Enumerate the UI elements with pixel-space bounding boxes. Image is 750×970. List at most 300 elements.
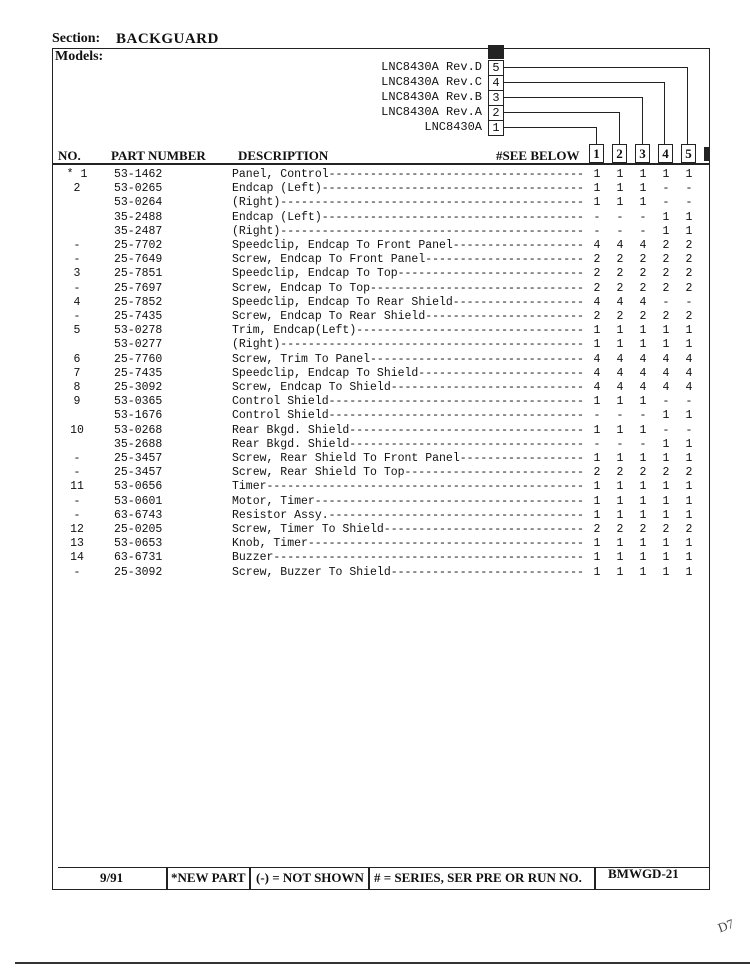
qty-col-5: 1 — [685, 168, 693, 181]
table-row — [0, 196, 750, 210]
dot-leader: -------------------------------------------- — [280, 224, 584, 238]
qty-col-5: 1 — [685, 224, 693, 238]
part-description: Trim, Endcap(Left) — [232, 324, 357, 338]
item-number: 12 — [70, 523, 84, 536]
qty-col-3: 1 — [639, 537, 647, 551]
table-row — [0, 409, 750, 423]
qty-col-3: 4 — [639, 239, 647, 252]
qty-col-1: 1 — [593, 565, 601, 579]
qty-col-1: 1 — [593, 480, 601, 494]
qty-col-4: 2 — [662, 310, 670, 323]
qty-col-3: 1 — [639, 565, 647, 579]
qty-col-2: - — [616, 409, 624, 423]
part-number: 25-7649 — [114, 253, 163, 267]
part-description: (Right) — [232, 196, 281, 210]
item-number: - — [73, 310, 81, 323]
table-row — [0, 509, 750, 523]
qty-col-3: - — [639, 210, 647, 224]
dot-leader: -------------------------- — [404, 466, 584, 480]
qty-col-3: 2 — [639, 267, 647, 281]
dot-leader: -------------------------------------- — [321, 182, 584, 196]
col-header-2: 2 — [612, 144, 627, 163]
qty-col-5: 1 — [685, 324, 693, 338]
dot-leader: -------------------------------------------- — [280, 338, 584, 352]
dot-leader: ------------------------------------- — [328, 409, 584, 423]
qty-col-1: 4 — [593, 239, 601, 252]
qty-col-2: 2 — [616, 310, 624, 323]
table-row — [0, 367, 750, 381]
table-row — [0, 566, 750, 580]
part-description: Screw, Endcap To Rear Shield — [232, 310, 426, 323]
qty-col-2: 1 — [616, 551, 624, 565]
model-name: LNC8430A Rev.C — [381, 75, 482, 89]
qty-col-5: 1 — [685, 210, 693, 224]
footer-series-note: # = SERIES, SER PRE OR RUN NO. — [374, 870, 582, 885]
dark-tab-mark — [488, 45, 504, 59]
qty-col-2: 4 — [616, 239, 624, 252]
qty-col-1: 4 — [593, 295, 601, 309]
qty-col-3: 1 — [639, 423, 647, 437]
qty-col-4: 1 — [662, 508, 670, 522]
qty-col-4: 1 — [662, 224, 670, 238]
qty-col-3: 1 — [639, 196, 647, 210]
item-number: - — [73, 565, 81, 579]
part-description: Endcap (Left) — [232, 182, 322, 196]
part-description: Endcap (Left) — [232, 210, 322, 224]
part-number: 53-0268 — [114, 423, 163, 437]
part-description: Screw, Trim To Panel — [232, 352, 371, 366]
part-number: 25-7852 — [114, 295, 163, 309]
page-bottom-line — [15, 962, 750, 964]
qty-col-4: 1 — [662, 338, 670, 352]
model-name: LNC8430A Rev.B — [381, 90, 482, 104]
qty-col-5: 4 — [685, 352, 693, 366]
table-row — [0, 381, 750, 395]
part-number: 25-7435 — [114, 310, 163, 323]
qty-col-2: 4 — [616, 295, 624, 309]
qty-col-3: 4 — [639, 366, 647, 380]
table-row — [0, 310, 750, 324]
item-number: - — [73, 281, 81, 295]
table-row — [0, 353, 750, 367]
qty-col-4: 1 — [662, 437, 670, 451]
footer-date: 9/91 — [100, 870, 124, 885]
part-description: Speedclip, Endcap To Rear Shield — [232, 295, 453, 309]
qty-col-2: 2 — [616, 267, 624, 281]
item-number: 10 — [70, 423, 84, 437]
item-number: * 1 — [66, 168, 88, 181]
qty-col-5: 1 — [685, 494, 693, 508]
col-header-4: 4 — [658, 144, 673, 163]
table-row — [0, 168, 750, 182]
part-number: 25-7851 — [114, 267, 163, 281]
qty-col-5: 2 — [685, 239, 693, 252]
part-description: (Right) — [232, 224, 281, 238]
table-row — [0, 395, 750, 409]
qty-col-1: - — [593, 224, 601, 238]
qty-col-1: 2 — [593, 267, 601, 281]
qty-col-5: 1 — [685, 537, 693, 551]
qty-col-3: 1 — [639, 494, 647, 508]
footer-page-code: BMWGD-21 — [608, 866, 679, 881]
item-number: 14 — [70, 551, 84, 565]
qty-col-4: 1 — [662, 324, 670, 338]
qty-col-5: 1 — [685, 565, 693, 579]
header-end-mark — [704, 147, 710, 161]
part-description: (Right) — [232, 338, 281, 352]
model-col-box: 5 — [488, 60, 504, 76]
qty-col-3: 1 — [639, 395, 647, 409]
part-description: Motor, Timer — [232, 494, 315, 508]
qty-col-4: - — [662, 295, 670, 309]
qty-col-2: 1 — [616, 565, 624, 579]
qty-col-4: 1 — [662, 168, 670, 181]
qty-col-2: 1 — [616, 168, 624, 181]
item-number: 7 — [73, 366, 81, 380]
table-row — [0, 182, 750, 196]
model-name: LNC8430A Rev.D — [381, 60, 482, 74]
qty-col-4: 1 — [662, 565, 670, 579]
qty-col-4: 1 — [662, 480, 670, 494]
table-row — [0, 551, 750, 565]
qty-col-1: 1 — [593, 537, 601, 551]
qty-col-4: 2 — [662, 523, 670, 536]
margin-note: D7 — [715, 915, 736, 936]
qty-col-5: 2 — [685, 466, 693, 480]
item-number: 9 — [73, 395, 81, 409]
part-number: 53-0277 — [114, 338, 163, 352]
qty-col-4: 2 — [662, 466, 670, 480]
qty-col-1: 2 — [593, 466, 601, 480]
part-description: Speedclip, Endcap To Front Panel — [232, 239, 453, 252]
part-number: 53-0278 — [114, 324, 163, 338]
footer-not-shown: (-) = NOT SHOWN — [256, 870, 364, 885]
qty-col-5: 2 — [685, 281, 693, 295]
qty-col-1: 4 — [593, 352, 601, 366]
qty-col-4: 1 — [662, 537, 670, 551]
part-number: 25-3457 — [114, 466, 163, 480]
item-number: - — [73, 466, 81, 480]
model-col-box: 1 — [488, 120, 504, 136]
model-name: LNC8430A — [424, 120, 482, 134]
qty-col-1: 2 — [593, 253, 601, 267]
qty-col-5: 1 — [685, 452, 693, 465]
qty-col-4: 2 — [662, 239, 670, 252]
qty-col-3: 1 — [639, 182, 647, 196]
part-number: 53-0265 — [114, 182, 163, 196]
qty-col-2: 1 — [616, 508, 624, 522]
qty-col-3: 1 — [639, 324, 647, 338]
item-number: 5 — [73, 324, 81, 338]
qty-col-2: 4 — [616, 352, 624, 366]
qty-col-2: 1 — [616, 182, 624, 196]
qty-col-2: 2 — [616, 466, 624, 480]
item-number: 4 — [73, 295, 81, 309]
model-col-box: 4 — [488, 75, 504, 91]
qty-col-3: 1 — [639, 480, 647, 494]
footer-new-part: *NEW PART — [171, 870, 246, 885]
part-number: 53-0601 — [114, 494, 163, 508]
qty-col-3: 4 — [639, 352, 647, 366]
table-row — [0, 253, 750, 267]
dot-leader: -------------------------------------- — [321, 210, 584, 224]
dot-leader: ------------------------------- — [370, 281, 584, 295]
part-number: 35-2487 — [114, 224, 163, 238]
part-number: 25-3092 — [114, 381, 163, 394]
part-number: 35-2688 — [114, 437, 163, 451]
qty-col-3: - — [639, 437, 647, 451]
qty-col-5: - — [685, 395, 693, 409]
qty-col-4: 1 — [662, 551, 670, 565]
qty-col-1: 1 — [593, 182, 601, 196]
qty-col-1: 4 — [593, 366, 601, 380]
qty-col-1: 1 — [593, 452, 601, 465]
dot-leader: ------------------------------------- — [328, 168, 584, 181]
qty-col-3: 4 — [639, 381, 647, 394]
qty-col-2: 1 — [616, 537, 624, 551]
part-number: 53-0264 — [114, 196, 163, 210]
qty-col-3: 2 — [639, 466, 647, 480]
part-number: 25-7697 — [114, 281, 163, 295]
qty-col-3: 4 — [639, 295, 647, 309]
qty-col-2: - — [616, 224, 624, 238]
qty-col-1: - — [593, 409, 601, 423]
qty-col-2: 4 — [616, 381, 624, 394]
dot-leader: ----------------------- — [425, 253, 584, 267]
part-description: Screw, Rear Shield To Top — [232, 466, 405, 480]
qty-col-1: 1 — [593, 168, 601, 181]
col-header-no: NO. — [58, 148, 81, 163]
part-description: Screw, Endcap To Top — [232, 281, 371, 295]
qty-col-1: 4 — [593, 381, 601, 394]
part-number: 25-7435 — [114, 366, 163, 380]
qty-col-2: 1 — [616, 324, 624, 338]
qty-col-3: - — [639, 224, 647, 238]
qty-col-5: - — [685, 423, 693, 437]
item-number: - — [73, 494, 81, 508]
item-number: 3 — [73, 267, 81, 281]
qty-col-3: 1 — [639, 508, 647, 522]
qty-col-5: 4 — [685, 381, 693, 394]
qty-col-2: 2 — [616, 281, 624, 295]
col-header-5: 5 — [681, 144, 696, 163]
qty-col-1: 1 — [593, 508, 601, 522]
qty-col-4: 1 — [662, 210, 670, 224]
qty-col-5: 1 — [685, 338, 693, 352]
qty-col-2: 2 — [616, 523, 624, 536]
dot-leader: ---------------------------------- — [349, 437, 584, 451]
part-description: Timer — [232, 480, 267, 494]
table-row — [0, 338, 750, 352]
qty-col-4: 1 — [662, 452, 670, 465]
section-value: BACKGUARD — [116, 31, 219, 47]
qty-col-3: 2 — [639, 281, 647, 295]
table-row — [0, 452, 750, 466]
col-header-see-below: #SEE BELOW — [496, 148, 580, 163]
dot-leader: ----------------------- — [425, 310, 584, 323]
qty-col-4: 2 — [662, 267, 670, 281]
table-row — [0, 282, 750, 296]
dot-leader: --------------------------- — [397, 267, 584, 281]
dot-leader: ---------------------------------------- — [307, 537, 584, 551]
qty-col-1: 1 — [593, 494, 601, 508]
item-number: 8 — [73, 381, 81, 394]
qty-col-3: 2 — [639, 253, 647, 267]
part-number: 53-1462 — [114, 168, 163, 181]
qty-col-1: 1 — [593, 324, 601, 338]
qty-col-4: - — [662, 395, 670, 409]
section-label: Section: — [52, 31, 101, 46]
table-row — [0, 267, 750, 281]
item-number: 2 — [73, 182, 81, 196]
part-number: 53-0365 — [114, 395, 163, 409]
qty-col-2: 1 — [616, 338, 624, 352]
dot-leader: ---------------------------- — [390, 565, 584, 579]
qty-col-3: 1 — [639, 338, 647, 352]
part-description: Rear Bkgd. Shield — [232, 437, 350, 451]
qty-col-5: 1 — [685, 480, 693, 494]
part-description: Screw, Rear Shield To Front Panel — [232, 452, 460, 465]
part-number: 25-7702 — [114, 239, 163, 252]
qty-col-2: 1 — [616, 452, 624, 465]
table-row — [0, 225, 750, 239]
qty-col-1: 1 — [593, 423, 601, 437]
dot-leader: -------------------------------------------- — [280, 196, 584, 210]
qty-col-3: 1 — [639, 551, 647, 565]
qty-col-1: 2 — [593, 310, 601, 323]
dot-leader: ------------------------------------- — [328, 508, 584, 522]
dot-leader: ------------------------------------- — [328, 395, 584, 409]
qty-col-5: 2 — [685, 310, 693, 323]
dot-leader: ---------------------------------------------- — [266, 480, 584, 494]
qty-col-3: 1 — [639, 452, 647, 465]
qty-col-4: 1 — [662, 494, 670, 508]
item-number: - — [73, 253, 81, 267]
qty-col-5: 1 — [685, 437, 693, 451]
qty-col-1: 1 — [593, 395, 601, 409]
part-description: Screw, Timer To Shield — [232, 523, 384, 536]
dot-leader: --------------------------------------------- — [273, 551, 584, 565]
qty-col-2: 1 — [616, 480, 624, 494]
part-description: Control Shield — [232, 409, 329, 423]
qty-col-3: - — [639, 409, 647, 423]
qty-col-1: - — [593, 210, 601, 224]
table-row — [0, 296, 750, 310]
part-description: Resistor Assy. — [232, 508, 329, 522]
table-row — [0, 523, 750, 537]
qty-col-5: - — [685, 182, 693, 196]
dot-leader: ---------------------------- — [390, 381, 584, 394]
qty-col-5: 4 — [685, 366, 693, 380]
qty-col-1: 1 — [593, 551, 601, 565]
qty-col-4: 2 — [662, 253, 670, 267]
table-row — [0, 438, 750, 452]
qty-col-3: 1 — [639, 168, 647, 181]
item-number: 13 — [70, 537, 84, 551]
qty-col-1: 1 — [593, 196, 601, 210]
part-number: 35-2488 — [114, 210, 163, 224]
qty-col-2: - — [616, 210, 624, 224]
table-row — [0, 537, 750, 551]
part-number: 25-3092 — [114, 565, 163, 579]
qty-col-2: - — [616, 437, 624, 451]
qty-col-3: 2 — [639, 523, 647, 536]
part-description: Speedclip, Endcap To Top — [232, 267, 398, 281]
col-header-part-number: PART NUMBER — [111, 148, 206, 163]
qty-col-4: - — [662, 423, 670, 437]
item-number: - — [73, 508, 81, 522]
table-row — [0, 466, 750, 480]
part-description: Screw, Endcap To Front Panel — [232, 253, 426, 267]
item-number: - — [73, 239, 81, 252]
dot-leader: ------------------------------- — [370, 352, 584, 366]
qty-col-2: 1 — [616, 395, 624, 409]
qty-col-5: 2 — [685, 523, 693, 536]
qty-col-5: 1 — [685, 409, 693, 423]
part-number: 25-3457 — [114, 452, 163, 465]
qty-col-4: 4 — [662, 366, 670, 380]
part-number: 53-0653 — [114, 537, 163, 551]
dot-leader: ------------------- — [452, 239, 584, 252]
part-description: Control Shield — [232, 395, 329, 409]
qty-col-1: 1 — [593, 338, 601, 352]
qty-col-5: - — [685, 196, 693, 210]
col-header-description: DESCRIPTION — [238, 148, 329, 163]
table-row — [0, 324, 750, 338]
qty-col-3: 2 — [639, 310, 647, 323]
qty-col-2: 1 — [616, 423, 624, 437]
table-row — [0, 424, 750, 438]
models-label: Models: — [55, 49, 104, 64]
table-row — [0, 495, 750, 509]
qty-col-5: 1 — [685, 551, 693, 565]
dot-leader: ------------------------ — [418, 366, 584, 380]
qty-col-2: 4 — [616, 366, 624, 380]
dot-leader: --------------------------------------- — [314, 494, 584, 508]
header-rule — [52, 163, 710, 165]
part-description: Panel, Control — [232, 168, 329, 181]
part-number: 25-0205 — [114, 523, 163, 536]
item-number: 11 — [70, 480, 84, 494]
dot-leader: ---------------------------------- — [349, 423, 584, 437]
qty-col-5: 1 — [685, 508, 693, 522]
model-col-box: 2 — [488, 105, 504, 121]
part-description: Knob, Timer — [232, 537, 308, 551]
qty-col-1: 2 — [593, 281, 601, 295]
col-header-1: 1 — [589, 144, 604, 163]
dot-leader: --------------------------------- — [356, 324, 584, 338]
qty-col-2: 1 — [616, 196, 624, 210]
part-description: Rear Bkgd. Shield — [232, 423, 350, 437]
dot-leader: ------------------ — [459, 452, 584, 465]
dot-leader: ----------------------------- — [383, 523, 584, 536]
part-description: Screw, Buzzer To Shield — [232, 565, 391, 579]
qty-col-4: 4 — [662, 352, 670, 366]
qty-col-5: 2 — [685, 267, 693, 281]
qty-col-2: 1 — [616, 494, 624, 508]
part-description: Speedclip, Endcap To Shield — [232, 366, 419, 380]
qty-col-4: 4 — [662, 381, 670, 394]
table-row — [0, 480, 750, 494]
item-number: 6 — [73, 352, 81, 366]
qty-col-4: 1 — [662, 409, 670, 423]
part-number: 25-7760 — [114, 352, 163, 366]
part-number: 63-6743 — [114, 508, 163, 522]
model-name: LNC8430A Rev.A — [381, 105, 482, 119]
table-row — [0, 211, 750, 225]
qty-col-4: 2 — [662, 281, 670, 295]
part-number: 53-1676 — [114, 409, 163, 423]
